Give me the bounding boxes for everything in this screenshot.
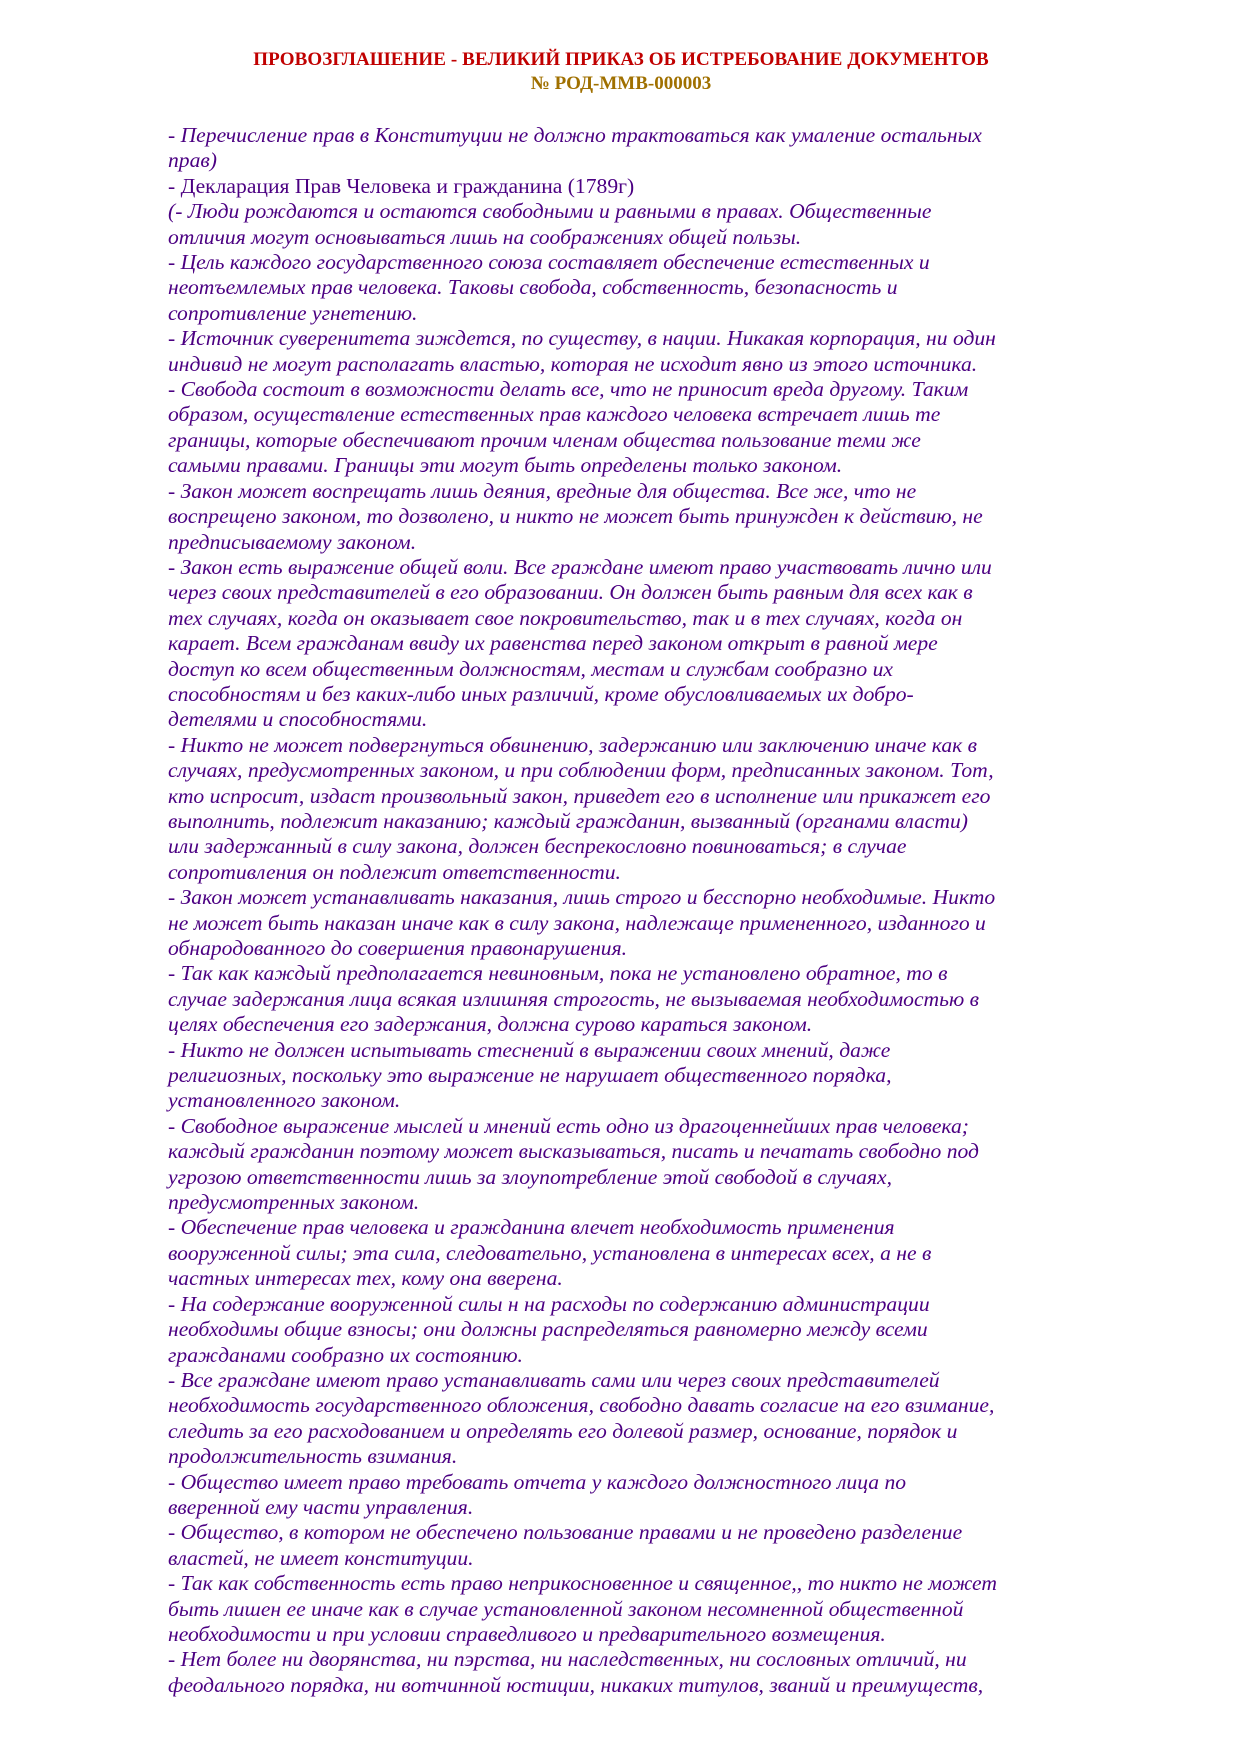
text-line: границы, которые обеспечивают прочим членам общества пользование теми же xyxy=(168,427,921,452)
text-line: - Все граждане имеют право устанавливать сами или через своих представителей xyxy=(168,1367,940,1392)
text-line: - Нет более ни дворянства, ни пэрства, ни наследственных, ни сословных отличий, ни xyxy=(168,1647,967,1672)
text-line: каждый гражданин поэтому может высказываться, писать и печатать свободно под xyxy=(168,1139,979,1164)
text-line: - Общество имеет право требовать отчета у каждого должностного лица по xyxy=(168,1469,907,1494)
document-title: ПРОВОЗГЛАШЕНИЕ - ВЕЛИКИЙ ПРИКАЗ ОБ ИСТРЕБОВАНИЕ ДОКУМЕНТОВ xyxy=(253,49,989,70)
text-line: (- Люди рождаются и остаются свободными и равными в правах. Общественные xyxy=(168,199,932,224)
text-line: способностям и без каких-либо иных различий, кроме обусловливаемых их добро- xyxy=(168,681,914,706)
text-line: религиозных, поскольку это выражение не нарушает общественного порядка, xyxy=(168,1063,892,1088)
text-line: - Свобода состоит в возможности делать все, что не приносит вреда другому. Таким xyxy=(168,377,969,402)
text-line: самыми правами. Границы эти могут быть определены только законом. xyxy=(168,453,843,478)
text-line: необходимы общие взносы; они должны распределяться равномерно между всеми xyxy=(168,1317,928,1342)
text-line: продолжительность взимания. xyxy=(168,1444,458,1469)
text-line: воспрещено законом, то дозволено, и никто не может быть принужден к действию, не xyxy=(168,504,983,529)
text-line: - Обеспечение прав человека и гражданина влечет необходимость применения xyxy=(168,1215,895,1240)
text-line: детелями и способностями. xyxy=(168,707,428,732)
text-line: целях обеспечения его задержания, должна сурово караться законом. xyxy=(168,1012,813,1037)
text-line: не может быть наказан иначе как в силу закона, надлежаще примененного, изданного и xyxy=(168,910,986,935)
text-line: неотъемлемых прав человека. Таковы свобода, собственность, безопасность и xyxy=(168,275,898,300)
text-line: предусмотренных законом. xyxy=(168,1190,420,1215)
text-line: - Свободное выражение мыслей и мнений есть одно из драгоценнейших прав человека; xyxy=(168,1113,969,1138)
text-line: феодального порядка, ни вотчинной юстиции, никаких титулов, званий и преимуществ, xyxy=(168,1672,984,1697)
text-line: - На содержание вооруженной силы н на расходы по содержанию администрации xyxy=(168,1291,930,1316)
text-line: - Закон может воспрещать лишь деяния, вредные для общества. Все же, что не xyxy=(168,478,917,503)
text-line: вверенной ему части управления. xyxy=(168,1494,474,1519)
text-line: властей, не имеет конституции. xyxy=(168,1545,474,1570)
text-line: случаях, предусмотренных законом, и при соблюдении форм, предписанных законом. Тот, xyxy=(168,758,994,783)
text-line: частных интересах тех, кому она вверена. xyxy=(168,1266,563,1291)
text-line: угрозою ответственности лишь за злоупотребление этой свободой в случаях, xyxy=(168,1164,892,1189)
text-line: отличия могут основываться лишь на соображениях общей пользы. xyxy=(168,224,802,249)
text-line: установленного законом. xyxy=(168,1088,401,1113)
text-line: сопротивления он подлежит ответственности. xyxy=(168,859,621,884)
text-line: - Так как каждый предполагается невиновным, пока не установлено обратное, то в xyxy=(168,961,948,986)
text-line: - Закон есть выражение общей воли. Все граждане имеют право участвовать лично или xyxy=(168,554,992,579)
document-number: № РОД-ММВ-000003 xyxy=(530,73,712,94)
text-line: выполнить, подлежит наказанию; каждый гражданин, вызванный (органами власти) xyxy=(168,808,968,833)
text-line: карает. Всем гражданам ввиду их равенства перед законом открыт в равной мере xyxy=(168,631,938,656)
text-line: необходимости и при условии справедливого и предварительного возмещения. xyxy=(168,1621,886,1646)
text-line: - Никто не может подвергнуться обвинению, задержанию или заключению иначе как в xyxy=(168,732,977,757)
text-line: через своих представителей в его образовании. Он должен быть равным для всех как в xyxy=(168,580,973,605)
text-line: необходимость государственного обложения, свободно давать согласие на его взимание, xyxy=(168,1393,995,1418)
text-line: - Общество, в котором не обеспечено пользование правами и не проведено разделение xyxy=(168,1520,963,1545)
text-line: обнародованного до совершения правонарушения. xyxy=(168,936,628,960)
text-line: следить за его расходованием и определять его долевой размер, основание, порядок и xyxy=(168,1418,958,1443)
text-line: образом, осуществление естественных прав каждого человека встречает лишь те xyxy=(168,402,941,427)
declaration-heading: - Декларация Прав Человека и гражданина (1789г) xyxy=(168,173,635,198)
text-line: - Перечисление прав в Конституции не должно трактоваться как умаление остальных xyxy=(168,123,982,147)
text-line: индивид не могут располагать властью, которая не исходит явно из этого источника. xyxy=(168,351,978,376)
text-line: гражданами сообразно их состоянию. xyxy=(168,1342,523,1367)
text-line: - Никто не должен испытывать стеснений в выражении своих мнений, даже xyxy=(168,1037,891,1062)
text-line: тех случаях, когда он оказывает свое покровительство, так и в тех случаях, когда он xyxy=(168,605,963,630)
text-line: - Источник суверенитета зиждется, по существу, в нации. Никакая корпорация, ни один xyxy=(168,326,996,351)
text-line: предписываемому законом. xyxy=(168,529,417,554)
text-line: сопротивление угнетению. xyxy=(168,300,418,325)
text-line: кто испросит, издаст произвольный закон, приведет его в исполнение или прикажет его xyxy=(168,783,991,808)
text-line: - Так как собственность есть право неприкосновенное и священное,, то никто не может xyxy=(168,1571,997,1596)
document-body xyxy=(168,123,1128,1698)
text-line: - Цель каждого государственного союза составляет обеспечение естественных и xyxy=(168,250,930,275)
text-line: случае задержания лица всякая излишняя строгость, не вызываемая необходимостью в xyxy=(168,986,979,1011)
text-line: - Закон может устанавливать наказания, лишь строго и бесспорно необходимые. Никто xyxy=(168,885,996,910)
document-header xyxy=(0,48,1242,96)
text-line: быть лишен ее иначе как в случае установленной законом несомненной общественной xyxy=(168,1596,964,1621)
text-line: прав) xyxy=(168,148,217,173)
text-line: вооруженной силы; эта сила, следовательно, установлена в интересах всех, а не в xyxy=(168,1240,932,1265)
text-line: доступ ко всем общественным должностям, местам и службам сообразно их xyxy=(168,656,893,681)
text-line: или задержанный в силу закона, должен беспрекословно повиноваться; в случае xyxy=(168,834,907,859)
